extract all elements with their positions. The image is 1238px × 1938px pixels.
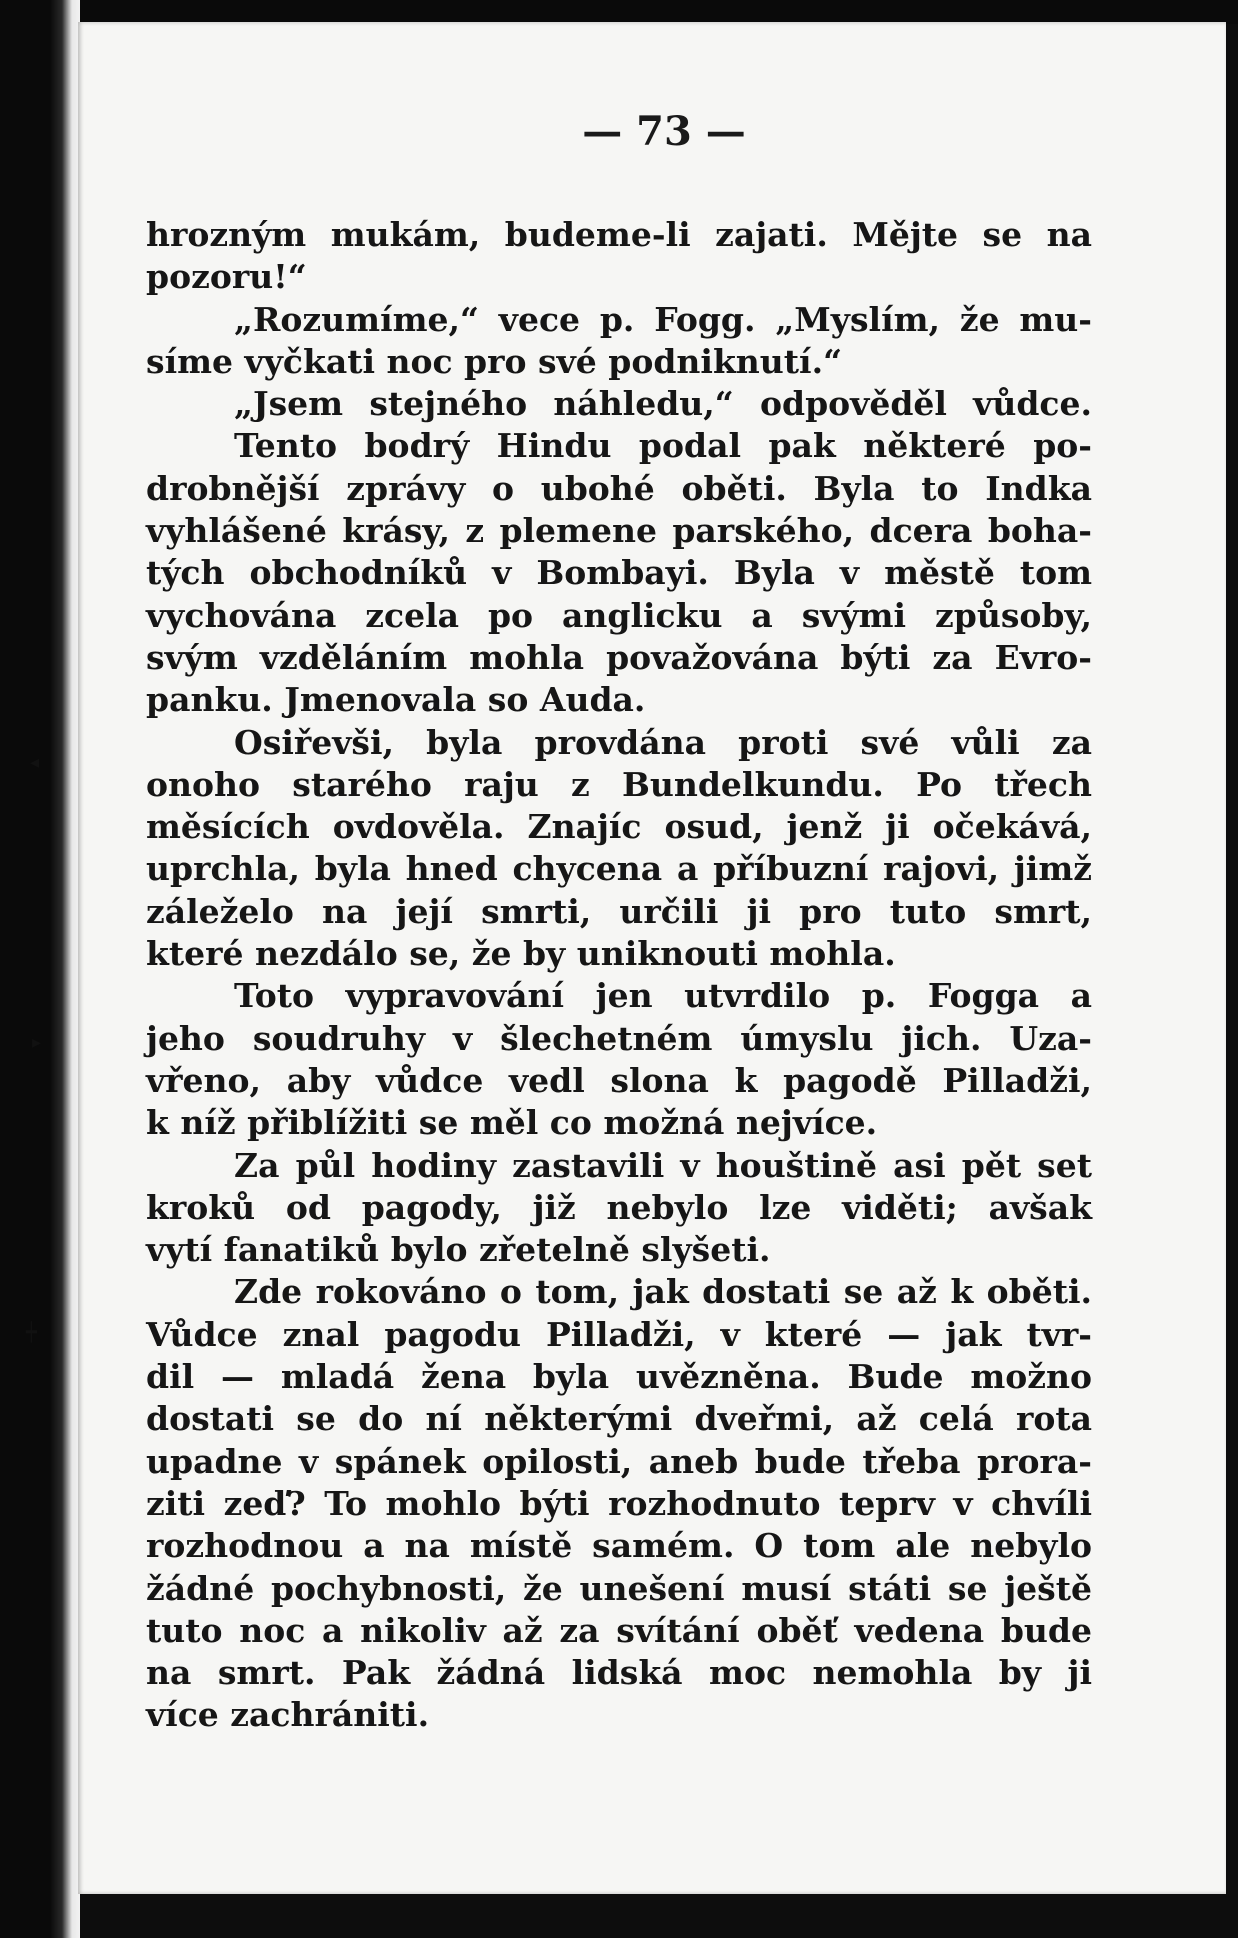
text-line: kroků od pagody, již nebylo lze viděti; avšak xyxy=(146,1187,1092,1227)
text-line: Za půl hodiny zastavili v houštině asi pět set xyxy=(234,1145,1092,1185)
text-line: Osiřevši, byla provdána proti své vůli za xyxy=(234,722,1092,762)
text-line: Vůdce znal pagodu Pilladži, v které — jak tvr- xyxy=(146,1314,1092,1354)
text-line: tuto noc a nikoliv až za svítání oběť vedena bude xyxy=(146,1610,1092,1650)
text-line: k níž přiblížiti se měl co možná nejvíce. xyxy=(146,1103,878,1143)
margin-mark-icon: ◂ xyxy=(30,752,40,773)
text-line: tých obchodníků v Bombayi. Byla v městě tom xyxy=(146,553,1092,593)
text-line: hrozným mukám, budeme-li zajati. Mějte se na xyxy=(146,215,1092,254)
text-line: „Jsem stejného náhledu,“ odpověděl vůdce. xyxy=(234,384,1092,424)
text-line: dostati se do ní některými dveřmi, až celá rota xyxy=(146,1399,1092,1439)
text-line: více zachrániti. xyxy=(146,1695,430,1735)
text-line: měsících ovdověla. Znajíc osud, jenž ji očekává, xyxy=(146,807,1092,847)
paragraph-2 xyxy=(146,299,1092,384)
text-line: svým vzděláním mohla považována býti za Evro- xyxy=(146,637,1092,677)
text-line: Tento bodrý Hindu podal pak některé po- xyxy=(234,426,1092,466)
text-line: záleželo na její smrti, určili ji pro tuto smrt, xyxy=(146,891,1092,931)
scan-top-border xyxy=(0,0,1238,24)
text-line: na smrt. Pak žádná lidská moc nemohla by ji xyxy=(146,1653,1092,1693)
text-line: vytí fanatiků bylo zřetelně slyšeti. xyxy=(146,1230,771,1270)
text-line: ziti zeď? To mohlo býti rozhodnuto teprv v chvíli xyxy=(146,1483,1092,1523)
paragraph-3 xyxy=(146,383,1092,721)
page-number: — 73 — xyxy=(582,108,746,155)
book-page xyxy=(26,22,1226,1894)
body-text xyxy=(146,214,1092,1737)
text-line: Zde rokováno o tom, jak dostati se až k oběti. xyxy=(234,1272,1092,1312)
paragraph-1 xyxy=(146,214,1092,299)
text-line: upadne v spánek opilosti, aneb bude třeba prora- xyxy=(146,1441,1092,1481)
text-line: Toto vypravování jen utvrdilo p. Fogga a xyxy=(234,976,1092,1016)
text-line: vřeno, aby vůdce vedl slona k pagodě Pilladži, xyxy=(146,1060,1092,1100)
text-line: které nezdálo se, že by uniknouti mohla. xyxy=(146,934,896,974)
margin-mark-icon: ┿ xyxy=(26,1322,37,1343)
text-line: drobnější zprávy o ubohé oběti. Byla to Indka xyxy=(146,468,1092,508)
paragraph-6 xyxy=(146,1145,1092,1272)
paragraph-7 xyxy=(146,1271,1092,1736)
text-line: žádné pochybnosti, že unešení musí státi se ještě xyxy=(146,1568,1092,1608)
text-line: panku. Jmenovala so Auda. xyxy=(146,680,646,720)
text-line: síme vyčkati noc pro své podniknutí.“ xyxy=(146,341,843,381)
text-line: vychována zcela po anglicku a svými způsoby, xyxy=(146,595,1092,635)
book-spine-edge xyxy=(0,0,80,1938)
margin-mark-icon: ▸ xyxy=(32,1032,42,1053)
text-line: pozoru!“ xyxy=(146,257,307,297)
text-line: uprchla, byla hned chycena a příbuzní rajovi, jimž xyxy=(146,849,1092,889)
text-line: jeho soudruhy v šlechetném úmyslu jich. Uza- xyxy=(146,1018,1092,1058)
text-line: „Rozumíme,“ vece p. Fogg. „Myslím, že mu- xyxy=(234,299,1092,339)
text-line: onoho starého raju z Bundelkundu. Po třech xyxy=(146,764,1092,804)
paragraph-5 xyxy=(146,975,1092,1144)
text-line: rozhodnou a na místě samém. O tom ale nebylo xyxy=(146,1526,1092,1566)
text-line: dil — mladá žena byla uvězněna. Bude možno xyxy=(146,1357,1092,1397)
paragraph-4 xyxy=(146,722,1092,976)
text-line: vyhlášené krásy, z plemene parského, dcera boha- xyxy=(146,511,1092,551)
